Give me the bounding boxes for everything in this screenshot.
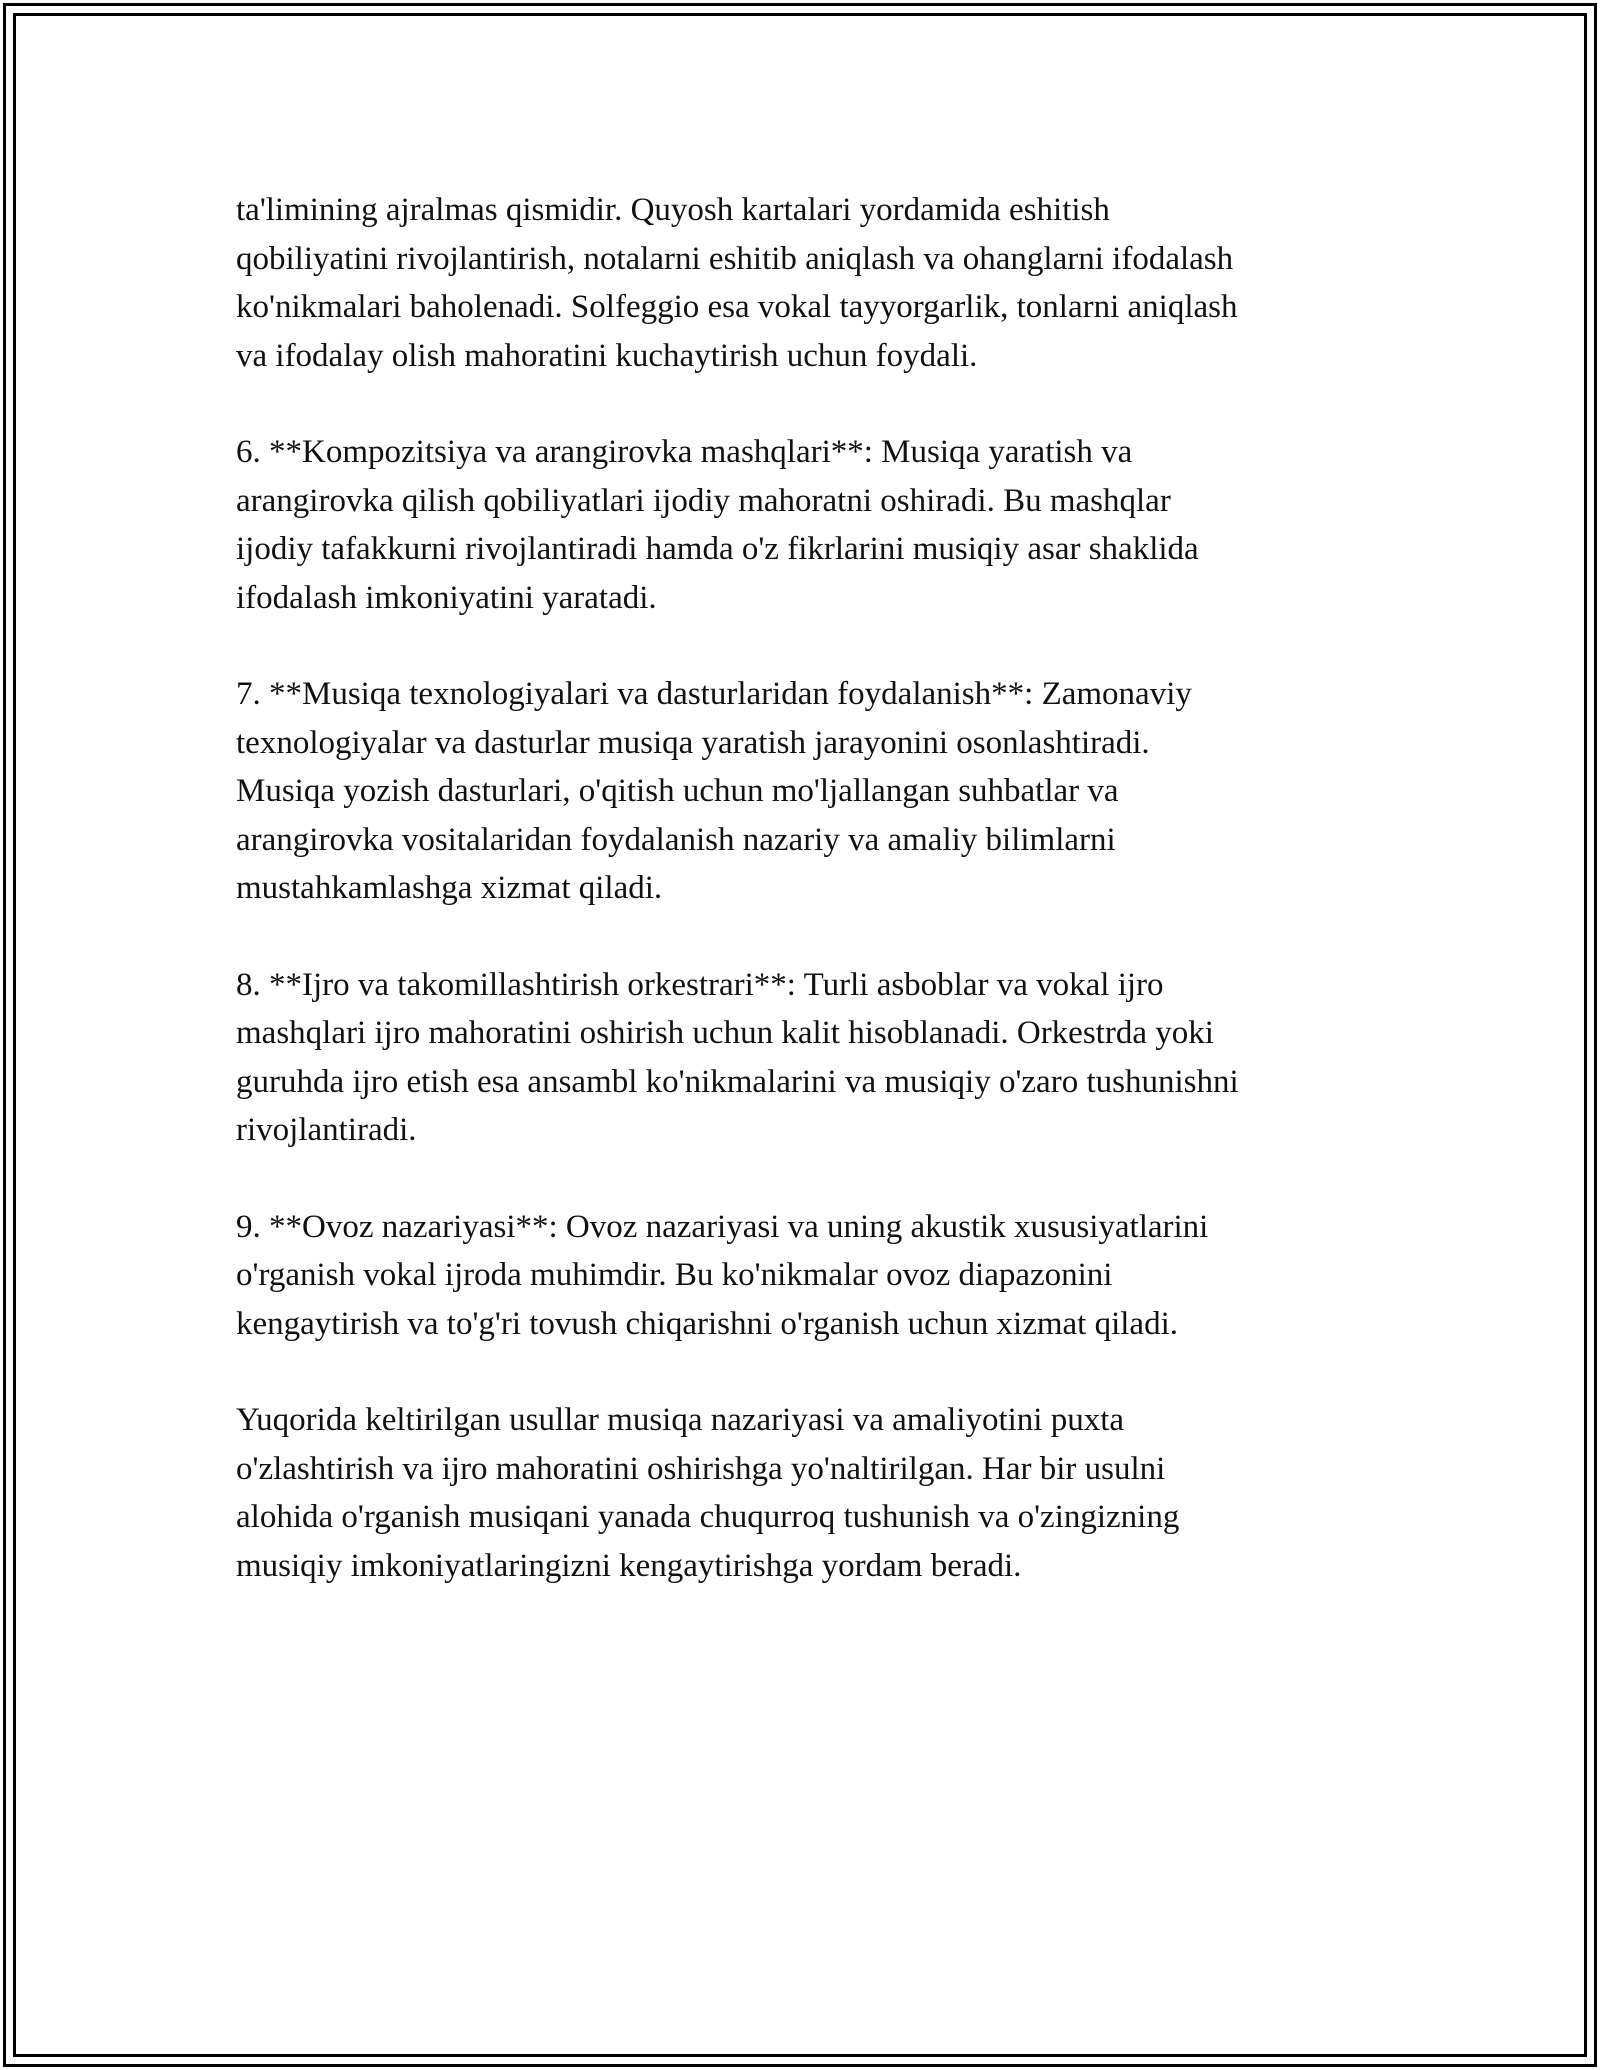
paragraph-item-8-performance: 8. **Ijro va takomillashtirish orkestrari**: Turli asboblar va vokal ijro mashqlari ijro mahoratini oshirish uchun kalit hisoblanadi. Orkestrda yoki guruhda ijro etish esa ansambl ko'nikmalarini va musiqiy o'zaro tushunishni rivojlantiradi. <box>236 966 1239 1148</box>
paragraph-item-9-voice-theory: 9. **Ovoz nazariyasi**: Ovoz nazariyasi va uning akustik xususiyatlarini o'rganish vokal ijroda muhimdir. Bu ko'nikmalar ovoz diapazonini kengaytirish va to'g'ri tovush chiqarishni o'rganish uchun xizmat qiladi. <box>236 1208 1209 1342</box>
document-body <box>236 186 1366 1638</box>
paragraph-continuation: ta'limining ajralmas qismidir. Quyosh kartalari yordamida eshitish qobiliyatini rivojlantirish, notalarni eshitib aniqlash va ohanglarni ifodalash ko'nikmalari baholenadi. Solfeggio esa vokal tayyorgarlik, tonlarni aniqlash va ifodalay olish mahoratini kuchaytirish uchun foydali. <box>236 192 1238 374</box>
paragraph-conclusion: Yuqorida keltirilgan usullar musiqa nazariyasi va amaliyotini puxta o'zlashtirish va ijro mahoratini oshirishga yo'naltirilgan. Har bir usulni alohida o'rganish musiqani yanada chuqurroq tushunish va o'zingizning musiqiy imkoniyatlaringizni kengaytirishga yordam beradi. <box>236 1402 1180 1584</box>
paragraph-item-7-technology: 7. **Musiqa texnologiyalari va dasturlaridan foydalanish**: Zamonaviy texnologiyalar va dasturlar musiqa yaratish jarayonini osonlashtiradi. Musiqa yozish dasturlari, o'qitish uchun mo'ljallangan suhbatlar va arangirovka vositalaridan foydalanish nazariy va amaliy bilimlarni mustahkamlashga xizmat qiladi. <box>236 676 1192 906</box>
paragraph-item-6-composition: 6. **Kompozitsiya va arangirovka mashqlari**: Musiqa yaratish va arangirovka qilish qobiliyatlari ijodiy mahoratni oshiradi. Bu mashqlar ijodiy tafakkurni rivojlantiradi hamda o'z fikrlarini musiqiy asar shaklida ifodalash imkoniyatini yaratadi. <box>236 434 1199 616</box>
